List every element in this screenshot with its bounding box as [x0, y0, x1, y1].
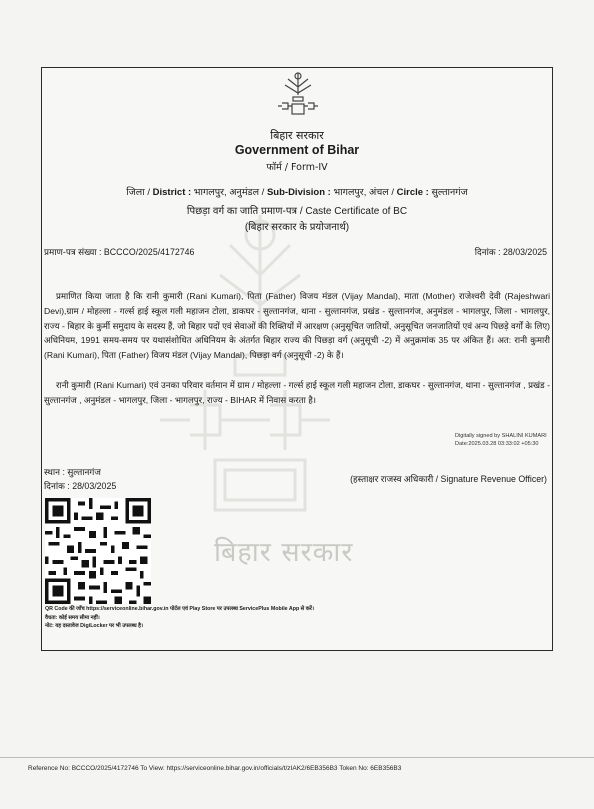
- subdivision-value: भागलपुर, अंचल /: [330, 187, 397, 198]
- digital-signature-date: Date:2025.03.28 03:33:02 +05:30: [455, 441, 539, 447]
- header-hindi-title: बिहार सरकार: [270, 129, 324, 142]
- note-validity: वैधता: कोई समय सीमा नहीं।: [45, 614, 100, 621]
- signature-label: (हस्ताक्षर राजस्व अधिकारी / Signature Revenue Officer): [350, 474, 547, 484]
- digital-signature-block: [455, 432, 547, 448]
- note-qr-verify: QR Code की जाँच https://serviceonline.bihar.gov.in पोर्टल एवं Play Store पर उपलब्ध ServicePlus Mobile App से करें।: [45, 606, 314, 612]
- footer-divider: [0, 757, 594, 758]
- bihar-emblem-icon: [274, 69, 322, 117]
- certificate-purpose: (बिहार सरकार के प्रयोजनार्थ): [244, 222, 350, 233]
- bottom-date: दिनांक : 28/03/2025: [44, 481, 117, 491]
- certificate-body-paragraph-1: प्रमाणित किया जाता है कि रानी कुमारी (Rani Kumari), पिता (Father) विजय मंडल (Vijay Mandal), माता (Mother) राजेश्वरी देवी (Rajeshwari Devi),ग्राम / मोहल्ला - गर्ल्स हाई स्कूल गली महाजन टोला, डाकघर - सुल्तानगंज, थाना - सुल्तानगंज, प्रखंड - सुल्तानगंज, अनुमंडल - भागलपुर, जिला - भागलपुर, राज्य - बिहार के कुर्मी समुदाय के सदस्य हैं, जो बिहार पदों एवं सेवाओं की रिक्तियों में आरक्षण (अनुसूचित जातियों, अनुसूचित जनजातियों एवं अन्य पिछड़े वर्गों के लिए) अधिनियम, 1991 समय-समय पर यथासंशोधित अधिनियम के अंतर्गत बिहार राज्य की पिछड़ा वर्ग (अनुसूची -2) में अनुक्रमांक 35 पर अंकित हैं। अत: रानी कुमारी (Rani Kumari), पिता (Father) विजय मंडल (Vijay Mandal), पिछड़ा वर्ग (अनुसूची -2) के हैं।: [44, 291, 550, 361]
- district-label: District :: [152, 187, 192, 198]
- circle-value: सुल्तानगंज: [428, 187, 468, 198]
- circle-label: Circle :: [396, 187, 429, 198]
- location-line: [41, 185, 553, 198]
- note-digilocker: नोट: यह दस्तावेज DigiLocker पर भी उपलब्ध है।: [45, 623, 143, 630]
- district-prefix: जिला /: [126, 187, 153, 198]
- certificate-body-paragraph-2: रानी कुमारी (Rani Kumari) एवं उनका परिवार वर्तमान में ग्राम / मोहल्ला - गर्ल्स हाई स्कूल गली महाजन टोला, डाकघर - सुल्तानगंज, थाना - सुल्तानगंज , प्रखंड - सुल्तानगंज , अनुमंडल - भागलपुर, जिला - भागलपुर, राज्य - BIHAR में निवास करता है।: [44, 380, 550, 405]
- verification-notes: [45, 605, 314, 631]
- certificate-number: प्रमाण-पत्र संख्या : BCCCO/2025/4172746: [44, 247, 195, 257]
- reference-footer: Reference No: BCCCO/2025/4172746 To View: https://serviceonline.bihar.gov.in/officials/t/zIAK2/6EB356B3 Token No: 6EB356B3: [28, 765, 402, 772]
- subdivision-label: Sub-Division :: [266, 187, 331, 198]
- digital-signature-signer: Digitally signed by SHALINI KUMARI: [455, 433, 547, 439]
- certificate-title: पिछड़ा वर्ग का जाति प्रमाण-पत्र / Caste Certificate of BC: [186, 206, 408, 217]
- district-value: भागलपुर, अनुमंडल /: [191, 187, 267, 198]
- form-label: फॉर्म / Form-IV: [266, 162, 328, 173]
- watermark-text: बिहार सरकार: [214, 537, 354, 568]
- header-english-title: Government of Bihar: [234, 143, 360, 157]
- place: स्थान : सुल्तानगंज: [44, 467, 101, 477]
- qr-code[interactable]: [45, 498, 151, 604]
- issue-date: दिनांक : 28/03/2025: [474, 247, 547, 257]
